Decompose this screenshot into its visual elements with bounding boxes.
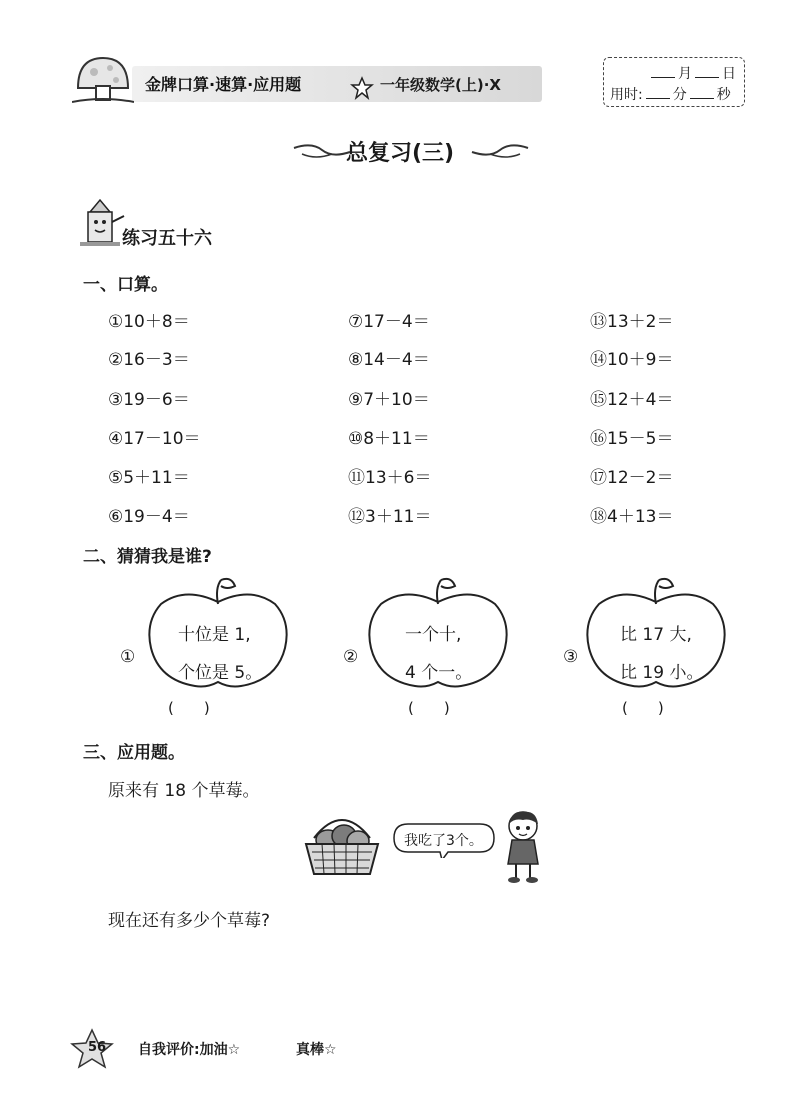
arith-problem: ⑥19－4＝ xyxy=(108,507,190,527)
time-label: 用时: xyxy=(610,87,643,103)
given-statement: 原来有 18 个草莓。 xyxy=(108,781,260,801)
date-line xyxy=(648,63,736,83)
pencil-mascot-icon xyxy=(76,198,126,248)
apple-clue-line1: 一个十, xyxy=(405,625,462,645)
day-label: 日 xyxy=(722,66,736,82)
subject-label: 一年级数学(上)·X xyxy=(380,76,501,94)
arith-problem: ⑧14－4＝ xyxy=(348,350,430,370)
month-label: 月 xyxy=(678,66,692,82)
arith-problem: ⑤5＋11＝ xyxy=(108,468,190,488)
arith-problem: ⑱4＋13＝ xyxy=(590,507,674,527)
arith-problem: ②16－3＝ xyxy=(108,350,190,370)
mushroom-icon xyxy=(72,52,134,108)
star-icon xyxy=(350,76,374,100)
second-label: 秒 xyxy=(716,87,731,103)
apple-clue-line1: 比 17 大, xyxy=(620,625,692,645)
self-eval-label: 自我评价:加油☆ xyxy=(138,1042,241,1058)
time-line xyxy=(610,84,731,104)
arith-problem: ⑪13＋6＝ xyxy=(348,468,432,488)
series-title: 金牌口算·速算·应用题 xyxy=(145,75,302,94)
minute-label: 分 xyxy=(672,87,687,103)
right-ornament-icon xyxy=(470,140,530,162)
arith-problem: ⑰12－2＝ xyxy=(590,468,674,488)
answer-blank: ( ) xyxy=(168,699,210,717)
arith-problem: ⑫3＋11＝ xyxy=(348,507,432,527)
arith-problem: ④17－10＝ xyxy=(108,429,201,449)
arith-problem: ⑭10＋9＝ xyxy=(590,350,674,370)
apple-clue-line1: 十位是 1, xyxy=(178,625,251,645)
arith-problem: ⑯15－5＝ xyxy=(590,429,674,449)
speech-text: 我吃了3个。 xyxy=(404,833,483,849)
apple-number: ② xyxy=(343,647,359,667)
section2-heading: 二、猜猜我是谁? xyxy=(83,547,212,567)
page-title: 总复习(三) xyxy=(345,141,455,166)
apple-clue-line2: 个位是 5。 xyxy=(178,663,263,683)
answer-blank: ( ) xyxy=(622,699,664,717)
arith-problem: ⑨7＋10＝ xyxy=(348,390,430,410)
apple-clue-line2: 比 19 小。 xyxy=(620,663,704,683)
strawberry-basket-icon xyxy=(302,808,382,880)
question-text: 现在还有多少个草莓? xyxy=(108,911,271,931)
girl-character-icon xyxy=(500,808,546,884)
exercise-label: 练习五十六 xyxy=(122,228,212,249)
answer-blank: ( ) xyxy=(408,699,450,717)
apple-clue-line2: 4 个一。 xyxy=(405,663,473,683)
apple-number: ① xyxy=(120,647,136,667)
arith-problem: ⑩8＋11＝ xyxy=(348,429,430,449)
section3-heading: 三、应用题。 xyxy=(83,743,185,763)
arith-problem: ⑬13＋2＝ xyxy=(590,312,674,332)
arith-problem: ③19－6＝ xyxy=(108,390,190,410)
page-number: 56 xyxy=(88,1040,107,1055)
arith-problem: ⑦17－4＝ xyxy=(348,312,430,332)
apple-number: ③ xyxy=(563,647,579,667)
arith-problem: ⑮12＋4＝ xyxy=(590,390,674,410)
section1-heading: 一、口算。 xyxy=(83,275,168,295)
arith-problem: ①10＋8＝ xyxy=(108,312,190,332)
date-time-box xyxy=(603,57,745,107)
self-eval-good: 真棒☆ xyxy=(296,1042,337,1058)
